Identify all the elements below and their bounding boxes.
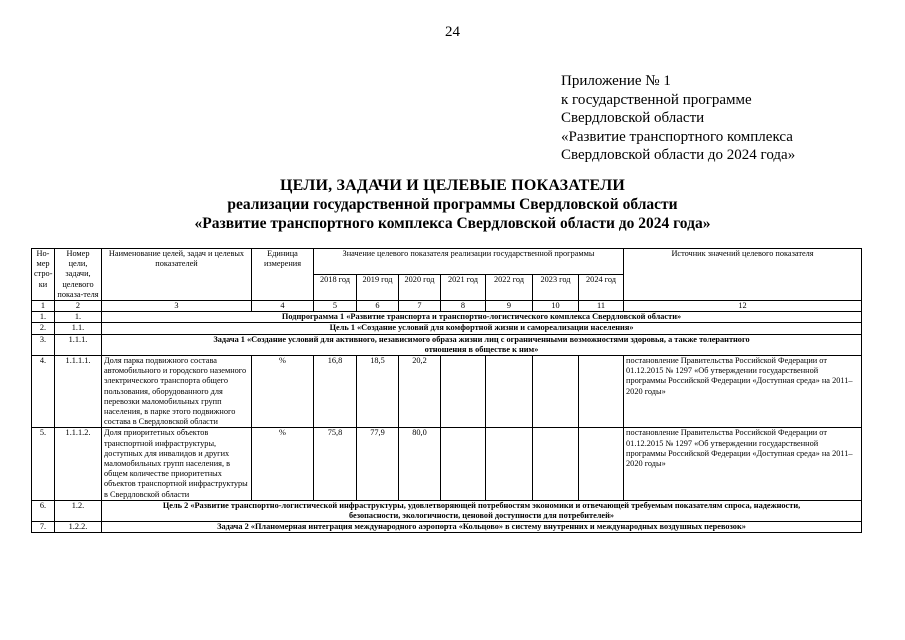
column-number: 1 <box>32 301 55 312</box>
row-number: 1. <box>32 312 55 323</box>
column-number: 9 <box>486 301 533 312</box>
header-year: 2021 год <box>441 275 486 301</box>
column-number-row <box>32 301 862 312</box>
row-number: 5. <box>32 428 55 500</box>
appendix-line: «Развитие транспортного комплекса <box>561 128 793 145</box>
row-number: 2. <box>32 323 55 334</box>
value-2019: 77,9 <box>357 428 399 500</box>
goal-title: Цель 2 «Развитие транспортно-логистической инфраструктуры, удовлетворяющей потребностям экономики и отвечающей требуемым показателям спроса, надежности, безопасности, экологичности, ценовой доступности для потребителей» <box>102 500 862 521</box>
subtitle-line: «Развитие транспортного комплекса Свердловской области до 2024 года» <box>194 215 711 232</box>
header-goal-number: Номер цели, задачи, целевого показа-теля <box>55 249 102 301</box>
indicator-source: постановление Правительства Российской Федерации от 01.12.2015 № 1297 «Об утверждении государственной программы Российской Федерации «Доступная среда» на 2011–2020 годы» <box>624 356 862 428</box>
value-2021 <box>441 356 486 428</box>
indicator-row <box>32 356 862 428</box>
row-number: 3. <box>32 334 55 355</box>
header-value-group: Значение целевого показателя реализации государственной программы <box>314 249 624 275</box>
appendix-line: Приложение № 1 <box>561 73 671 89</box>
task-row <box>32 334 862 355</box>
goal-code: 1.2. <box>55 500 102 521</box>
header-year: 2020 год <box>399 275 441 301</box>
subprogram-title: Подпрограмма 1 «Развитие транспорта и транспортно-логистического комплекса Свердловской области» <box>102 312 862 323</box>
goal-code: 1.2.2. <box>55 522 102 533</box>
subtitle-line: реализации государственной программы Свердловской области <box>227 196 678 213</box>
goal-code: 1.1. <box>55 323 102 334</box>
column-number: 12 <box>624 301 862 312</box>
header-name: Наименование целей, задач и целевых показателей <box>102 249 252 301</box>
appendix-line: к государственной программе <box>561 91 752 108</box>
row-number: 7. <box>32 522 55 533</box>
task-row <box>32 522 862 533</box>
value-2021 <box>441 428 486 500</box>
appendix-block <box>561 72 795 165</box>
value-2022 <box>486 356 533 428</box>
goals-table <box>31 248 862 533</box>
value-2024 <box>579 428 624 500</box>
value-2022 <box>486 428 533 500</box>
task-title: Задача 1 «Создание условий для активного, независимого образа жизни лиц с ограниченными возможностями здоровья, а также толерантного отношения в обществе к ним» <box>102 334 862 355</box>
table-header-row <box>32 249 862 275</box>
row-number: 4. <box>32 356 55 428</box>
task-title: Задача 2 «Планомерная интеграция международного аэропорта «Кольцово» в систему внутренних и международных воздушных перевозок» <box>102 522 862 533</box>
header-unit: Единица измерения <box>252 249 314 301</box>
value-2018: 16,8 <box>314 356 357 428</box>
column-number: 10 <box>533 301 579 312</box>
value-2018: 75,8 <box>314 428 357 500</box>
row-number: 6. <box>32 500 55 521</box>
goal-code: 1.1.1. <box>55 334 102 355</box>
value-2019: 18,5 <box>357 356 399 428</box>
indicator-code: 1.1.1.1. <box>55 356 102 428</box>
column-number: 11 <box>579 301 624 312</box>
value-2023 <box>533 356 579 428</box>
header-year: 2019 год <box>357 275 399 301</box>
column-number: 3 <box>102 301 252 312</box>
value-2023 <box>533 428 579 500</box>
value-2020: 20,2 <box>399 356 441 428</box>
indicator-name: Доля приоритетных объектов транспортной инфраструктуры, доступных для инвалидов и других маломобильных групп населения, в общем количестве приоритетных объектов транспортной инфраструктуры в Свердловской области <box>102 428 252 500</box>
title-line: ЦЕЛИ, ЗАДАЧИ И ЦЕЛЕВЫЕ ПОКАЗАТЕЛИ <box>280 177 625 194</box>
header-year: 2022 год <box>486 275 533 301</box>
subprogram-row <box>32 312 862 323</box>
indicator-unit: % <box>252 356 314 428</box>
appendix-line: Свердловской области <box>561 110 705 126</box>
column-number: 5 <box>314 301 357 312</box>
page-number: 24 <box>445 24 460 40</box>
document-title <box>0 176 905 233</box>
goal-row <box>32 500 862 521</box>
goal-row <box>32 323 862 334</box>
appendix-line: Свердловской области до 2024 года» <box>561 147 796 163</box>
indicator-source: постановление Правительства Российской Федерации от 01.12.2015 № 1297 «Об утверждении государственной программы Российской Федерации «Доступная среда» на 2011–2020 годы» <box>624 428 862 500</box>
column-number: 2 <box>55 301 102 312</box>
column-number: 8 <box>441 301 486 312</box>
header-row-number: Но-мер стро-ки <box>32 249 55 301</box>
indicator-unit: % <box>252 428 314 500</box>
indicator-row <box>32 428 862 500</box>
column-number: 4 <box>252 301 314 312</box>
value-2024 <box>579 356 624 428</box>
column-number: 7 <box>399 301 441 312</box>
header-source: Источник значений целевого показателя <box>624 249 862 301</box>
header-year: 2024 год <box>579 275 624 301</box>
indicator-name: Доля парка подвижного состава автомобильного и городского наземного электрического транспорта общего пользования, оборудованного для перевозки маломобильных групп населения, в парке этого подвижного состава в Свердловской области <box>102 356 252 428</box>
value-2020: 80,0 <box>399 428 441 500</box>
goal-code: 1. <box>55 312 102 323</box>
header-year: 2018 год <box>314 275 357 301</box>
indicator-code: 1.1.1.2. <box>55 428 102 500</box>
header-year: 2023 год <box>533 275 579 301</box>
goal-title: Цель 1 «Создание условий для комфортной жизни и самореализации населения» <box>102 323 862 334</box>
column-number: 6 <box>357 301 399 312</box>
